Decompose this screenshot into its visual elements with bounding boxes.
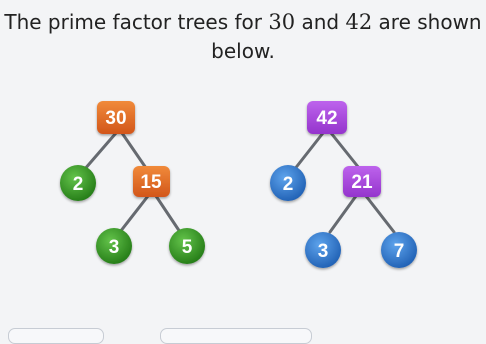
tree-30 xyxy=(60,101,205,264)
question-text-part: The prime factor trees for xyxy=(4,10,269,34)
node-label: 42 xyxy=(316,108,338,129)
node-label: 15 xyxy=(140,172,162,193)
node-label: 7 xyxy=(393,241,405,262)
tree-42-right-node xyxy=(343,166,381,197)
number-30: 30 xyxy=(268,10,296,34)
node-label: 21 xyxy=(351,172,373,193)
node-label: 3 xyxy=(108,237,120,258)
branch-line xyxy=(294,133,323,170)
node-label: 2 xyxy=(282,174,294,195)
branch-line xyxy=(156,196,180,232)
tree-42-prime-node-3 xyxy=(305,232,341,268)
answer-input-left[interactable] xyxy=(8,328,104,344)
branch-line xyxy=(84,133,116,170)
number-42: 42 xyxy=(345,10,373,34)
tree-30-root-node xyxy=(97,101,135,134)
tree-30-right-node xyxy=(133,166,170,197)
node-label: 3 xyxy=(317,241,329,262)
tree-30-prime-node-5 xyxy=(169,228,205,264)
tree-30-left-prime-node xyxy=(60,165,96,201)
branch-line xyxy=(331,133,359,168)
node-label: 5 xyxy=(181,237,193,258)
question-text-part: and xyxy=(295,10,346,34)
tree-42-left-prime-node xyxy=(270,165,306,201)
tree-42-prime-node-7 xyxy=(381,232,417,268)
node-label: 30 xyxy=(105,108,127,129)
branch-line xyxy=(330,196,356,232)
branch-line xyxy=(120,196,148,232)
branch-line xyxy=(122,133,146,168)
tree-42-root-node xyxy=(307,101,347,134)
tree-42 xyxy=(270,101,417,268)
question-line-2: below. xyxy=(211,39,275,63)
node-label: 2 xyxy=(72,174,84,195)
answer-input-right[interactable] xyxy=(160,328,312,344)
question-text-part: are shown xyxy=(372,10,482,34)
tree-30-prime-node-3 xyxy=(96,228,132,264)
branch-line xyxy=(366,196,394,232)
